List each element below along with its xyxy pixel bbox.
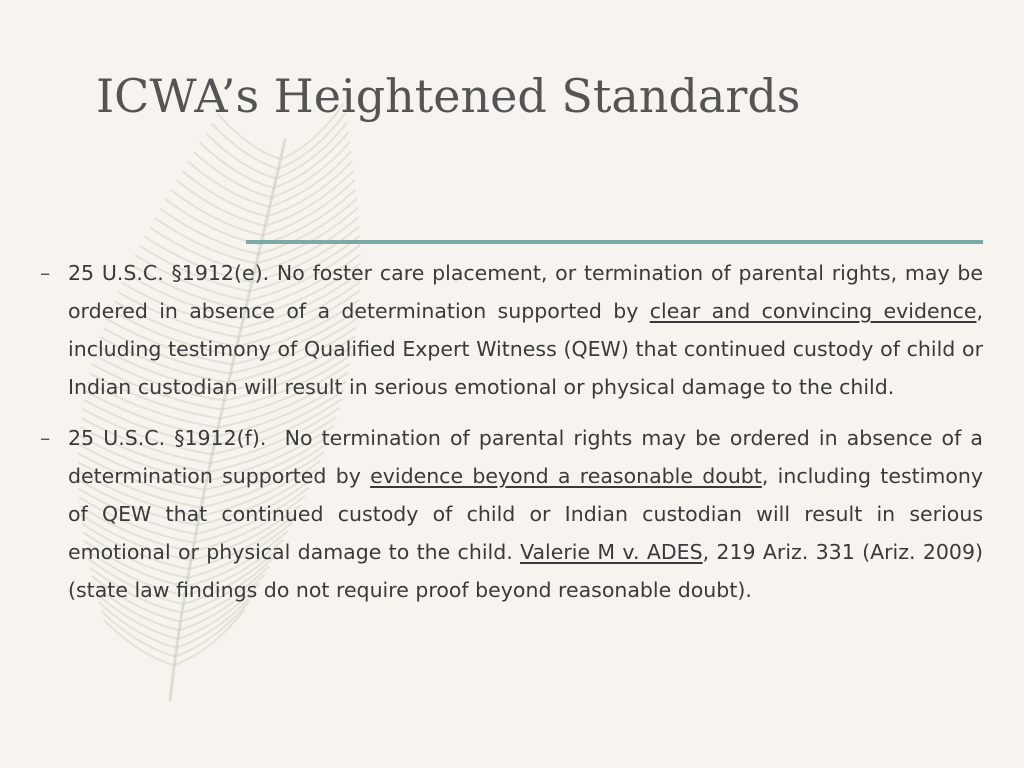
bullet-item-1912e xyxy=(40,254,983,406)
bullet-text: , 219 Ariz. 331 (Ariz. 2009)(state law findings do not require proof beyond reasonable doubt). xyxy=(68,540,983,602)
case-citation: Valerie M v. ADES xyxy=(520,540,703,564)
bullet-dash: – xyxy=(40,426,51,450)
slide-body xyxy=(40,254,990,622)
slide-title: ICWA’s Heightened Standards xyxy=(96,69,801,123)
standard-beyond-reasonable-doubt: evidence beyond a reasonable doubt xyxy=(370,464,762,488)
bullet-dash: – xyxy=(40,261,51,285)
standard-clear-and-convincing: clear and convincing evidence xyxy=(649,299,977,323)
bullet-text: No termination of parental rights may be ordered in absence of a determination supported by xyxy=(68,426,990,488)
bullet-text: , including testimony of QEW that continued custody of child or Indian custodian will result in serious emotional or physical damage to the child. xyxy=(68,464,983,564)
bullet-text: No foster care placement, or termination of parental rights, may be ordered in absence of a determination supported by xyxy=(68,261,983,323)
bullet-item-1912f xyxy=(40,419,990,609)
citation: 25 U.S.C. §1912(f). xyxy=(68,426,267,450)
citation: 25 U.S.C. §1912(e). xyxy=(68,261,270,285)
title-divider xyxy=(246,240,983,244)
bullet-text: , including testimony of Qualified Expert Witness (QEW) that continued custody of child or Indian custodian will result in serious emotional or physical damage to the child. xyxy=(68,299,984,399)
